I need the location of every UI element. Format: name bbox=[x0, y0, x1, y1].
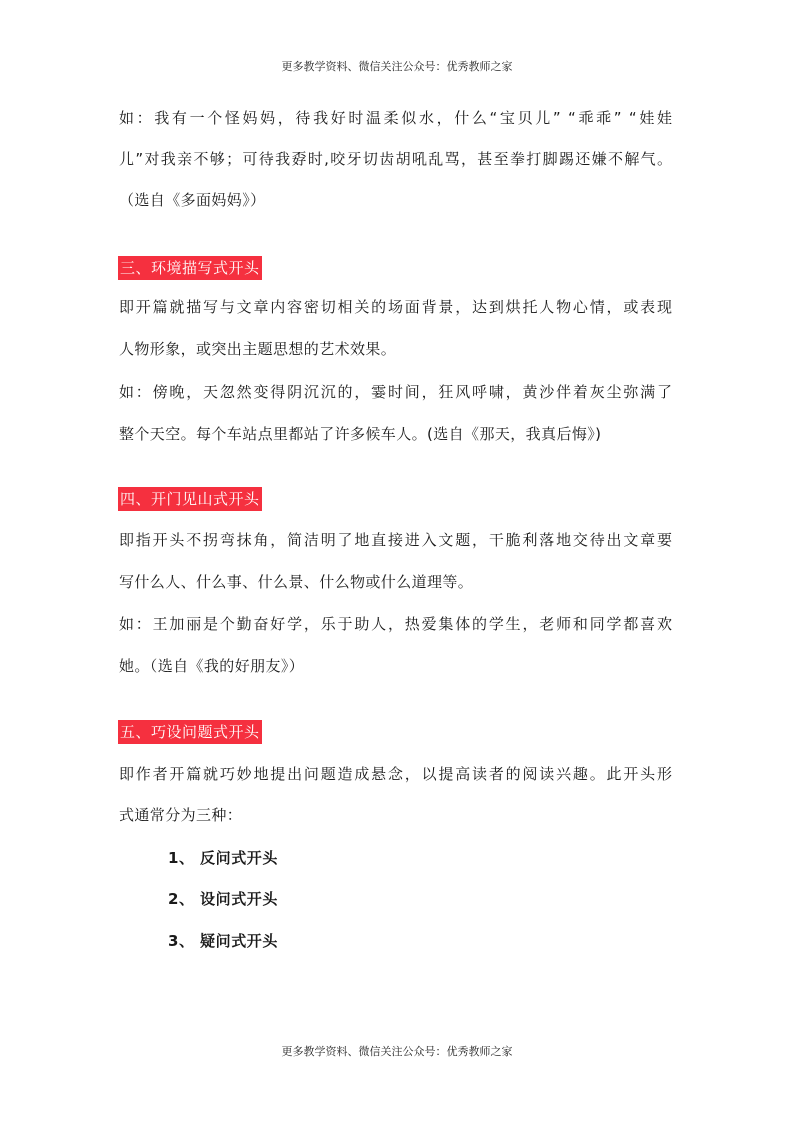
example-text-line: 如：王加丽是个勤奋好学，乐于助人，热爱集体的学生，老师和同学都喜欢 bbox=[119, 615, 672, 633]
page-header: 更多教学资料、微信关注公众号：优秀教师之家 bbox=[281, 60, 513, 73]
list-item bbox=[168, 848, 278, 868]
page-footer: 更多教学资料、微信关注公众号：优秀教师之家 bbox=[281, 1045, 513, 1058]
section-description-line: 即作者开篇就巧妙地提出问题造成悬念，以提高读者的阅读兴趣。此开头形 bbox=[119, 765, 672, 783]
list-item bbox=[168, 931, 278, 951]
example-text-line: 她。（选自《我的好朋友》） bbox=[119, 657, 305, 675]
list-item-label: 设问式开头 bbox=[200, 890, 279, 908]
section-description-line: 式通常分为三种： bbox=[119, 806, 243, 824]
example-source-line: （选自《多面妈妈》） bbox=[119, 191, 266, 209]
example-text-line: 如：我有一个怪妈妈，待我好时温柔似水，什么“宝贝儿” “乖乖” “娃娃 bbox=[119, 109, 672, 127]
example-text-line: 儿”对我亲不够；可待我孬时,咬牙切齿胡吼乱骂，甚至拳打脚踢还嫌不解气。 bbox=[119, 150, 672, 168]
example-text-line: 如：傍晚，天忽然变得阴沉沉的，霎时间，狂风呼啸，黄沙伴着灰尘弥满了 bbox=[119, 383, 672, 401]
section-heading-direct: 四、开门见山式开头 bbox=[118, 487, 262, 511]
section-description-line: 即指开头不拐弯抹角，简洁明了地直接进入文题，干脆利落地交待出文章要 bbox=[119, 531, 672, 549]
list-item bbox=[168, 889, 278, 909]
list-item-label: 疑问式开头 bbox=[200, 932, 279, 950]
section-heading-question: 五、巧设问题式开头 bbox=[118, 720, 262, 744]
example-text-line: 整个天空。每个车站点里都站了许多候车人。(选自《那天，我真后悔》) bbox=[119, 425, 602, 443]
list-item-label: 反问式开头 bbox=[200, 849, 279, 867]
section-description-line: 写什么人、什么事、什么景、什么物或什么道理等。 bbox=[119, 573, 474, 591]
list-item-number: 1、 bbox=[168, 849, 195, 867]
section-heading-environment: 三、环境描写式开头 bbox=[118, 256, 262, 280]
list-item-number: 2、 bbox=[168, 890, 195, 908]
list-item-number: 3、 bbox=[168, 932, 195, 950]
section-description-line: 人物形象，或突出主题思想的艺术效果。 bbox=[119, 340, 397, 358]
section-description-line: 即开篇就描写与文章内容密切相关的场面背景，达到烘托人物心情，或表现 bbox=[119, 298, 672, 316]
